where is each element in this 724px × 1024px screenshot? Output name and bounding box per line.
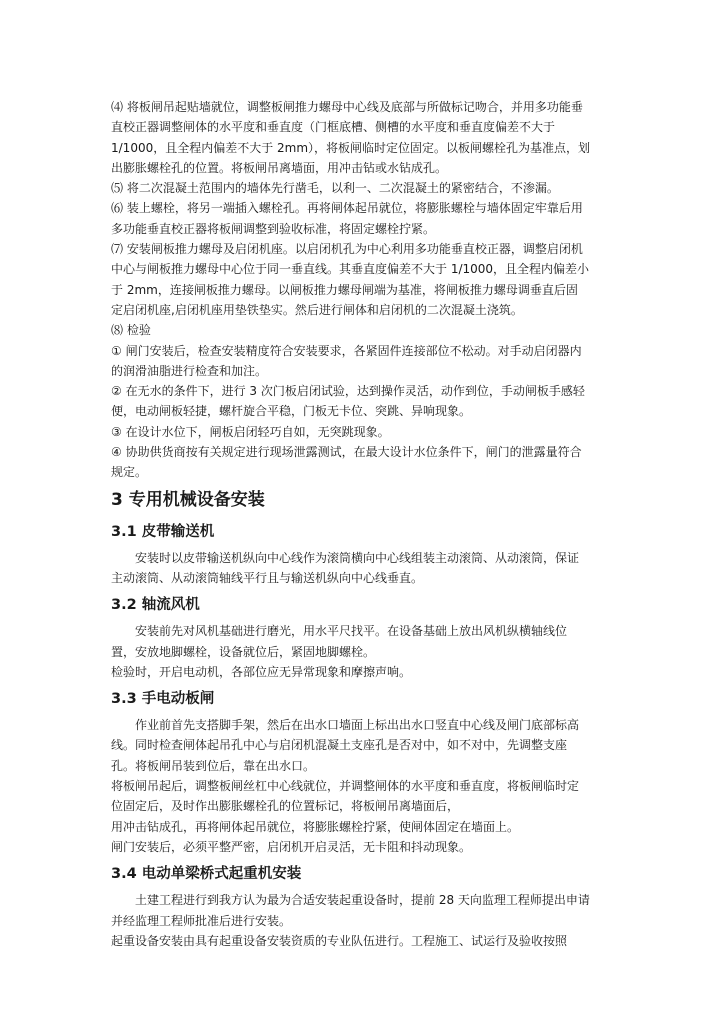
paragraph-line: 检验时，开启电动机，各部位应无异常现象和摩擦声响。 [111, 664, 412, 679]
paragraph-line: 土建工程进行到我方认为最为合适安装起重设备时，提前 28 天向监理工程师提出申请 [135, 893, 590, 908]
paragraph-line: 用冲击钻成孔，再将闸体起吊就位，将膨胀螺栓拧紧，使闸体固定在墙面上。 [111, 819, 520, 834]
paragraph-line: ⑺ 安装闸板推力螺母及启闭机座。以启闭机孔为中心利用多功能垂直校正器，调整启闭机 [111, 242, 583, 257]
paragraph-line: 线。同时检查闸体起吊孔中心与启闭机混凝土支座孔是否对中，如不对中，先调整支座 [111, 738, 568, 753]
paragraph-line: 出膨胀螺栓孔的位置。将板闸吊离墙面，用冲击钻或水钻成孔。 [111, 160, 448, 175]
paragraph-line: 并经监理工程师批准后进行安装。 [111, 913, 292, 928]
paragraph-line: ⑹ 装上螺栓，将另一端插入螺栓孔。再将闸体起吊就位，将膨胀螺栓与墙体固定牢靠后用 [111, 201, 583, 216]
paragraph-line: 于 2mm，连接闸板推力螺母。以闸板推力螺母闸端为基准，将闸板推力螺母调垂直后固 [111, 282, 578, 297]
paragraph-line: ① 闸门安装后，检查安装精度符合安装要求，各紧固件连接部位不松动。对手动启闭器内 [111, 343, 582, 358]
paragraph-line: 定启闭机座,启闭机座用垫铁垫实。然后进行闸体和启闭机的二次混凝土浇筑。 [111, 302, 523, 317]
subsection-heading: 3.4 电动单梁桥式起重机安装 [111, 866, 302, 883]
subsection-heading: 3.2 轴流风机 [111, 597, 200, 614]
paragraph-line: 中心与闸板推力螺母中心位于同一垂直线。其垂直度偏差不大于 1/1000，且全程内偏差小 [111, 262, 590, 277]
paragraph-line: ④ 协助供货商按有关规定进行现场泄露测试，在最大设计水位条件下，闸门的泄露量符合 [111, 445, 582, 460]
paragraph-line: 直校正器调整闸体的水平度和垂直度（门框底槽、侧槽的水平度和垂直度偏差不大于 [111, 120, 556, 135]
paragraph-line: ⑸ 将二次混凝土范围内的墙体先行凿毛，以利一、二次混凝土的紧密结合，不渗漏。 [111, 181, 559, 196]
paragraph-line: 多功能垂直校正器将板闸调整到验收标准，将固定螺栓拧紧。 [111, 221, 436, 236]
paragraph-line: 主动滚筒、从动滚筒轴线平行且与输送机纵向中心线垂直。 [111, 570, 424, 585]
paragraph-line: 便，电动闸板轻捷，螺杆旋合平稳，门板无卡位、突跳、异响现象。 [111, 404, 472, 419]
paragraph-line: ③ 在设计水位下，闸板启闭轻巧自如，无突跳现象。 [111, 424, 390, 439]
paragraph-line: ⑷ 将板闸吊起贴墙就位，调整板闸推力螺母中心线及底部与所做标记吻合，并用多功能垂 [111, 100, 583, 114]
paragraph-line: 起重设备安装由具有起重设备安装资质的专业队伍进行。工程施工、试运行及验收按照 [111, 933, 568, 948]
subsection-heading: 3.3 手电动板闸 [111, 691, 215, 708]
section-heading: 3 专用机械设备安装 [111, 489, 265, 510]
paragraph-line: 1/1000，且全程内偏差不大于 2mm），将板闸临时定位固定。以板闸螺栓孔为基准点，划 [111, 140, 591, 155]
paragraph-line: 规定。 [111, 465, 148, 480]
subsection-heading: 3.1 皮带输送机 [111, 523, 215, 540]
paragraph-line: 安装前先对风机基础进行磨光，用水平尺找平。在设备基础上放出风机纵横轴线位 [135, 624, 568, 639]
paragraph-line: 作业前首先支搭脚手架，然后在出水口墙面上标出出水口竖直中心线及闸门底部标高 [135, 718, 580, 733]
paragraph-line: 孔。将板闸吊装到位后，靠在出水口。 [111, 758, 316, 773]
document-body [111, 97, 615, 951]
paragraph-line: 将板闸吊起后，调整板闸丝杠中心线就位，并调整闸体的水平度和垂直度，将板闸临时定 [111, 779, 580, 794]
paragraph-line: ⑻ 检验 [111, 323, 151, 338]
paragraph-line: 置，安放地脚螺栓，设备就位后，紧固地脚螺栓。 [111, 644, 376, 659]
paragraph-line: 安装时以皮带输送机纵向中心线作为滚筒横向中心线组装主动滚筒、从动滚筒，保证 [135, 550, 580, 565]
paragraph-line: 位固定后，及时作出膨胀螺栓孔的位置标记，将板闸吊离墙面后， [111, 799, 460, 814]
paragraph-line: 的润滑油脂进行检查和加注。 [111, 363, 268, 378]
paragraph-line: 闸门安装后，必须平整严密，启闭机开启灵活，无卡阻和抖动现象。 [111, 839, 472, 854]
paragraph-line: ② 在无水的条件下，进行 3 次门板启闭试验，达到操作灵活，动作到位，手动闸板手感轻 [111, 384, 585, 399]
